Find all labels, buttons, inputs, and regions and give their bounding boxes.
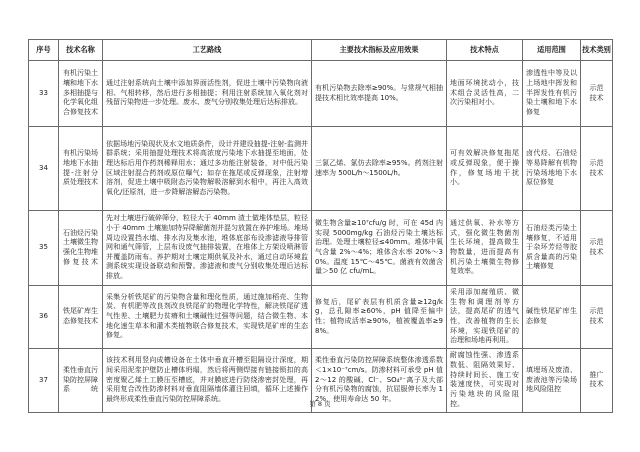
cell-no: 33 <box>29 61 59 127</box>
table-row <box>29 61 613 127</box>
technology-table <box>28 39 613 413</box>
cell-scope: 卤代烃、石油烃等易降解有机物污染场地地下水原位修复 <box>523 127 581 211</box>
cell-tech-name: 柔性垂直污染防控屏障系统 <box>59 348 103 412</box>
cell-indicators: 修复后，尾矿表层有机质含量≥12g/kg，总孔隙率≥60%，pH 值降至偏中性；植物成活率≥90%，植被覆盖率≥98%。 <box>312 286 447 349</box>
table-row <box>29 286 613 349</box>
cell-features: 耐腐蚀性强、渗透系数低、阻隔效果好、持续时间长、施工安装速度快，可实现对污染地块的风险阻控。 <box>447 348 523 412</box>
category-label: 示范技术 <box>589 307 604 325</box>
table-row <box>29 211 613 286</box>
cell-no: 37 <box>29 348 59 412</box>
column-header-no: 序号 <box>29 40 59 61</box>
category-label: 示范技术 <box>589 238 604 256</box>
cell-process: 依据场地污染现状及水文地质条件，设计并建设抽提-注射-监测井群系统；采用抽提处理技术将高浓度污染地下水抽提至地面，处理达标后用作药剂稀释用水；通过多功能注射装备，对中低污染区域注射混合药剂或原位曝气；如存在拖尾或反弹现象，注射增溶剂，促进土壤中吸附态污染物解吸溶解到水相中，再注入高效氧化/还原剂，进一步降解溶解态污染物。 <box>103 127 312 211</box>
category-label: 推广技术 <box>589 370 604 389</box>
category-label: 示范技术 <box>589 158 604 177</box>
cell-scope: 石油烃类污染土壤修复，不适用于杂环芳烃等胶质含量高的污染土壤修复 <box>523 211 581 286</box>
cell-scope: 碱性铁尾矿库生态修复 <box>523 286 581 349</box>
cell-no: 35 <box>29 211 59 286</box>
cell-tech-name: 铁尾矿库生态修复技术 <box>59 286 103 349</box>
table-row <box>29 127 613 211</box>
cell-features: 通过供氧、补水等方式，强化微生物菌剂生长环境，提高微生物数量，进而提高有机污染土壤微生物修复效率。 <box>447 211 523 286</box>
column-header-tech-name: 技术名称 <box>59 40 103 61</box>
cell-process: 该技术利用竖向成槽设备在土体中垂直开槽至阻隔设计深度，期间采用泥浆护壁防止槽体坍塌，然后将两侧焊接有链接锁扣的高密度聚乙烯土工膜压至槽底，并对膜底进行防绕渗密封处理，再采用复合改性防渗材料对垂直阻隔墙体灌注回填，循环上述操作最终形成柔性垂直污染防控屏障系统。 <box>103 348 312 412</box>
column-header-process: 工艺路线 <box>103 40 312 61</box>
cell-tech-name: 石油烃污染土壤微生物强化生物堆修复技术 <box>59 211 103 286</box>
cell-indicators: 微生物含量≥10⁷cfu/g 时，可在 45d 内实现 5000mg/kg 石油烃污染土壤达标治理。处理土壤粒径≤40mm。堆体中氧气含量 2%～4%；堆体含水率 20%～30%。温度 15℃～45℃。菌液有效菌含量＞50 亿 cfu/mL。 <box>312 211 447 286</box>
page-number: 第 8 页 <box>309 400 331 408</box>
cell-process: 通过注射系统向土壤中添加界面活性剂，促进土壤中污染物向液相、气相转移，然后进行多相抽提；利用注射系统加入氧化剂对残留污染物进一步处理。废水、废气分别收集处理后达标排放。 <box>103 61 312 127</box>
column-header-features: 技术特点 <box>447 40 523 61</box>
category-label: 示范技术 <box>589 83 604 102</box>
cell-features: 采用添加腐殖质、微生物和调理剂等方法，提高尾矿的透气性，改善植物的生长环境，实现铁尾矿的治理和场地再利用。 <box>447 286 523 349</box>
cell-category <box>581 61 613 127</box>
table-header-row <box>29 40 613 61</box>
cell-tech-name: 有机污染场地地下水抽提-注射分质处理技术 <box>59 127 103 211</box>
cell-features: 可有效解决修复拖尾或反弹现象，便于操作，修复场地干扰小。 <box>447 127 523 211</box>
cell-scope: 填埋场及废渣、废液池等污染场地风险阻控 <box>523 348 581 412</box>
cell-indicators: 三氯乙烯、氯仿去除率≥95%。药剂注射速率为 500L/h～1500L/h。 <box>312 127 447 211</box>
cell-no: 36 <box>29 286 59 349</box>
cell-category <box>581 286 613 349</box>
cell-tech-name: 有机污染土壤和地下水多相抽提与化学氧化组合修复技术 <box>59 61 103 127</box>
cell-indicators: 有机污染物去除率≥90%。与常规气相抽提技术相比效率提高 10%。 <box>312 61 447 127</box>
column-header-scope: 适用范围 <box>523 40 581 61</box>
column-header-indicators: 主要技术指标及应用效果 <box>312 40 447 61</box>
cell-process: 先对土壤进行破碎筛分，粒径大于 40mm 渣土做堆体垫层，粒径小于 40mm 土壤施加特异降解菌剂并混匀放置在养护堆场。堆场周边设置挡水墙、排水沟及集水池，堆体底部布设渗滤液导排管网和通气筛管，上层布设废气抽排装置，在堆体上方架设喷淋管并覆盖防雨布。养护期对土壤定期供氧及补水，通过自动环境监测系统实现设备联动和预警。渗滤液和废气分别收集处理后达标排放。 <box>103 211 312 286</box>
column-header-category: 技术类别 <box>581 40 613 61</box>
cell-category <box>581 127 613 211</box>
cell-scope: 渗透性中等及以上场地中挥发和半挥发性有机污染土壤和地下水修复 <box>523 61 581 127</box>
cell-indicators: 柔性垂直污染防控屏障系统整体渗透系数＜1×10⁻⁷cm/s。防渗材料可承受 pH 值 2～12 的酸碱、Cl⁻、SO₄²⁻离子及大部分有机污染物的腐蚀，抗屈服伸长率为 12%，使用寿命达 50 年。 <box>312 348 447 412</box>
cell-process: 采集分析铁尾矿的污染物含量和理化性质，通过施加稻壳、生物炭、有机肥等改良剂改良铁尾矿的物理化学特性，解决铁尾矿透气性差、土壤肥力贫瘠和土壤碱性过强等问题，结合微生物、本地化速生草本和灌木类植物联合修复技术，实现铁尾矿库的生态修复。 <box>103 286 312 349</box>
cell-no: 34 <box>29 127 59 211</box>
cell-category <box>581 211 613 286</box>
cell-features: 地面环境扰动小，技术组合灵活性高，二次污染相对小。 <box>447 61 523 127</box>
